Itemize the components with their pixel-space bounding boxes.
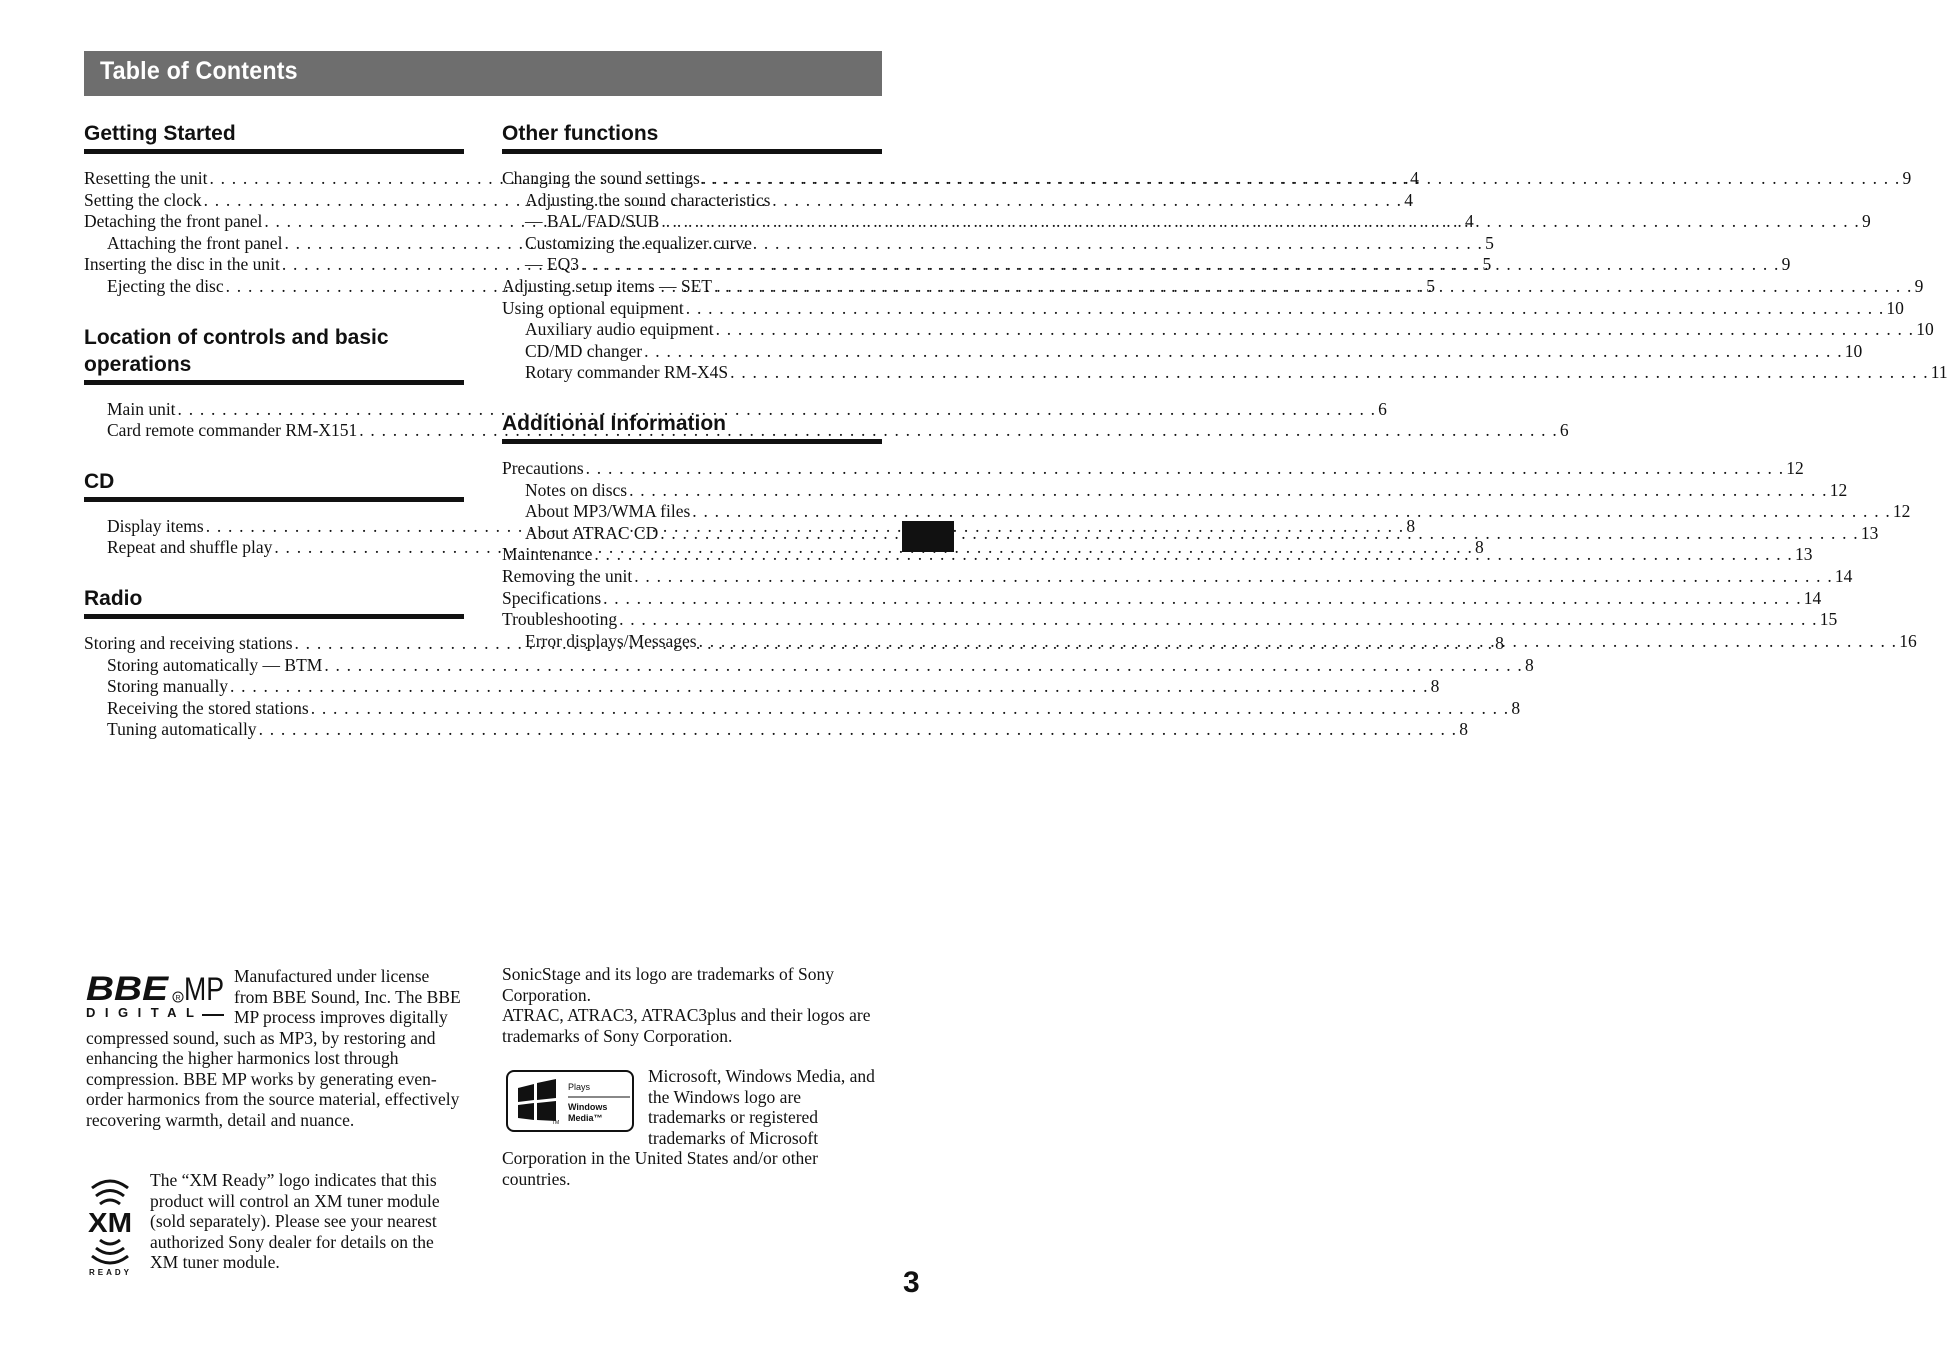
- svg-text:TM: TM: [552, 1120, 560, 1126]
- svg-text:Plays: Plays: [568, 1082, 591, 1092]
- section-heading: Getting Started: [84, 120, 464, 154]
- toc-entry[interactable]: Setting the clock . . . 4: [84, 190, 464, 212]
- toc-entry[interactable]: Card remote commander RM-X151 . . . 6: [84, 420, 464, 442]
- xm-ready-logo: [86, 1174, 134, 1276]
- toc-entry[interactable]: Rotary commander RM-X4S . . . 11: [502, 362, 882, 384]
- toc-entry[interactable]: Storing manually . . . 8: [84, 676, 464, 698]
- toc-entry[interactable]: Changing the sound settings . . . 9: [502, 168, 882, 190]
- section-heading: Location of controls and basic operations: [84, 324, 464, 385]
- svg-text:XM: XM: [88, 1207, 132, 1238]
- toc-entry[interactable]: Main unit . . . 6: [84, 399, 464, 421]
- toc-entry[interactable]: Receiving the stored stations . . . 8: [84, 698, 464, 720]
- toc-entry[interactable]: Error displays/Messages . . . 16: [502, 631, 882, 653]
- section-heading: Radio: [84, 585, 464, 619]
- title-bar: [84, 51, 882, 96]
- toc-entry[interactable]: Ejecting the disc . . . 5: [84, 276, 464, 298]
- svg-text:BBE: BBE: [86, 970, 170, 1008]
- toc-entry[interactable]: Resetting the unit . . . 4: [84, 168, 464, 190]
- windows-media-notice: [502, 1066, 882, 1189]
- toc-entry[interactable]: — BAL/FAD/SUB . . . 9: [502, 211, 882, 233]
- xm-notice-text: The “XM Ready” logo indicates that this product will control an XM tuner module (sold separately). Please see your nearest authorized Sony dealer for details on the XM tuner module.: [150, 1170, 440, 1272]
- toc-entry[interactable]: Customizing the equalizer curve: [525, 232, 752, 253]
- toc-entry[interactable]: Storing automatically — BTM . . . 8: [84, 655, 464, 677]
- bbe-notice-text: Manufactured under license from BBE Sound, Inc. The BBE MP process improves digitally compressed sound, such as MP3, by restoring and enhancing the higher harmonics lost through compression. BBE MP works by generating even-order harmonics from the source material, effectively recovering warmth, detail and nuance.: [86, 966, 461, 1130]
- toc-entry[interactable]: Precautions . . . 12: [502, 458, 882, 480]
- svg-text:R: R: [175, 995, 181, 1002]
- page-number: 3: [903, 1266, 920, 1299]
- section-tab-marker: [902, 521, 954, 552]
- page-title: Table of Contents: [100, 57, 298, 85]
- windows-media-logo: [506, 1070, 634, 1132]
- toc-entry[interactable]: Tuning automatically . . . 8: [84, 719, 464, 741]
- svg-text:READY: READY: [89, 1268, 133, 1277]
- svg-text:Media™: Media™: [568, 1113, 603, 1123]
- toc-entry[interactable]: Using optional equipment . . . 10: [502, 298, 882, 320]
- toc-entry[interactable]: Storing and receiving stations . . . 8: [84, 633, 464, 655]
- toc-entry[interactable]: About MP3/WMA files . . . 12: [502, 501, 882, 523]
- toc-entry[interactable]: Auxiliary audio equipment . . . 10: [502, 319, 882, 341]
- toc-entry[interactable]: Removing the unit . . . 14: [502, 566, 882, 588]
- section-heading: Other functions: [502, 120, 882, 154]
- bbe-mp-logo: [86, 970, 226, 1022]
- toc-entry[interactable]: Attaching the front panel . . . 5: [84, 233, 464, 255]
- toc-entry[interactable]: Adjusting the sound characteristics: [525, 189, 771, 210]
- xm-notice: [86, 1170, 461, 1276]
- toc-entry[interactable]: Adjusting setup items — SET . . . 9: [502, 276, 882, 298]
- svg-text:DIGITAL: DIGITAL: [86, 1005, 198, 1020]
- toc-entry[interactable]: — EQ3 . . . 9: [502, 254, 882, 276]
- toc-entry[interactable]: Inserting the disc in the unit . . . 5: [84, 254, 464, 276]
- atrac-notice: ATRAC, ATRAC3, ATRAC3plus and their logos are trademarks of Sony Corporation.: [502, 1005, 871, 1046]
- toc-entry[interactable]: Specifications . . . 14: [502, 588, 882, 610]
- toc-entry[interactable]: About ATRAC CD . . . 13: [502, 523, 882, 545]
- toc-entry[interactable]: Troubleshooting . . . 15: [502, 609, 882, 631]
- toc-entry[interactable]: Notes on discs . . . 12: [502, 480, 882, 502]
- section-heading: CD: [84, 468, 464, 502]
- windows-notice-text: Microsoft, Windows Media, and the Windows logo are trademarks or registered trademarks of Microsoft Corporation in the United States and/or other countries.: [502, 1066, 875, 1189]
- toc-entry[interactable]: CD/MD changer . . . 10: [502, 341, 882, 363]
- bbe-notice: [86, 966, 461, 1130]
- section-heading: Additional Information: [502, 410, 882, 444]
- svg-text:MP: MP: [184, 971, 224, 1007]
- toc-entry[interactable]: Display items . . . 8: [84, 516, 464, 538]
- svg-text:Windows: Windows: [568, 1102, 608, 1112]
- sony-trademarks: [502, 964, 882, 1046]
- toc-entry[interactable]: Maintenance . . . 13: [502, 544, 882, 566]
- toc-entry[interactable]: Repeat and shuffle play . . . 8: [84, 537, 464, 559]
- sonicstage-notice: SonicStage and its logo are trademarks of Sony Corporation.: [502, 964, 834, 1005]
- toc-entry[interactable]: Detaching the front panel . . . 4: [84, 211, 464, 233]
